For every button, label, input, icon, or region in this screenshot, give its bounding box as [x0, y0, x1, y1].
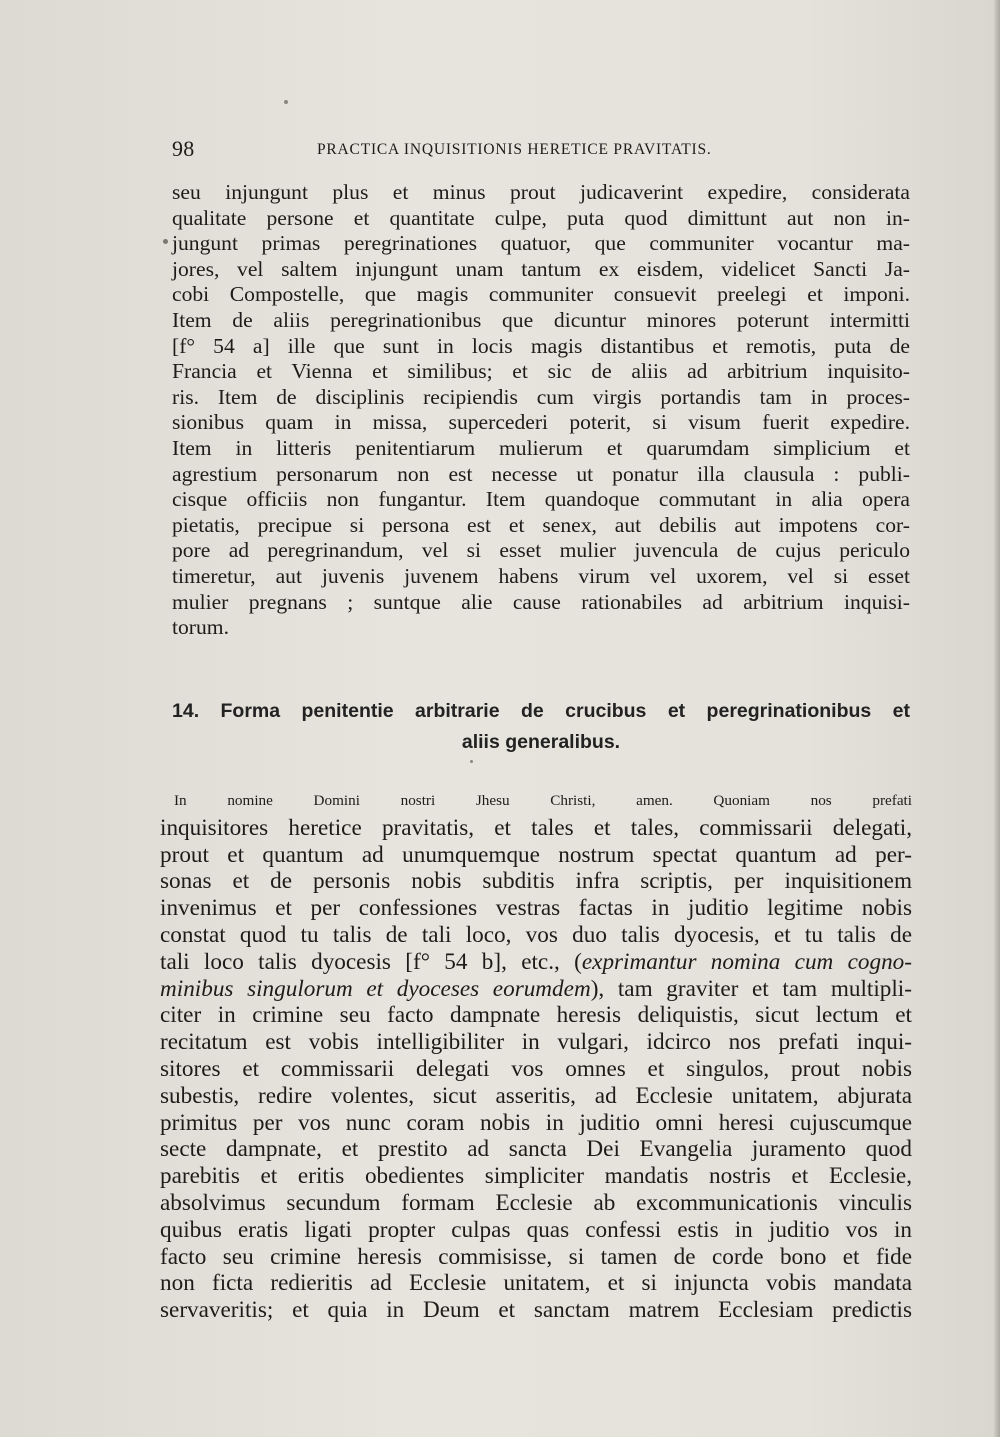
text-line: torum.: [172, 615, 229, 640]
text-line: ris. Item de disciplinis recipiendis cum virgis portandis tam in proces-: [172, 384, 910, 409]
section-heading: [172, 696, 910, 758]
text-line: jungunt primas peregrinationes quatuor, que communiter vocantur ma-: [172, 231, 910, 256]
text-line: In nomine Domini nostri Jhesu Christi, amen. Quoniam nos prefati: [174, 792, 912, 809]
text-line: sonas et de personis nobis subditis infra scriptis, per inquisitionem: [160, 868, 912, 895]
text-line: timeretur, aut juvenis juvenem habens virum vel uxorem, vel si esset: [172, 563, 910, 588]
text-line: mulier pregnans ; suntque alie cause rationabiles ad arbitrium inquisi-: [172, 589, 910, 614]
text-line: cisque officiis non fungantur. Item quandoque commutant in alia opera: [172, 487, 910, 512]
text-line: [160, 949, 912, 976]
paper-speck: [470, 760, 473, 763]
heading-line: aliis generalibus.: [461, 731, 621, 753]
text-line: jores, vel saltem injungunt unam tantum ex eisdem, videlicet Sancti Ja-: [172, 256, 910, 281]
paragraph-2: [160, 788, 912, 1324]
text-line: absolvimus secundum formam Ecclesie ab excommunicationis vinculis: [160, 1189, 912, 1216]
text-line: quibus eratis ligati propter culpas quas confessi estis in juditio vos in: [160, 1216, 912, 1243]
margin-mark: [163, 239, 168, 244]
italic-text: exprimantur nomina cum cogno-: [581, 948, 912, 975]
text-line: citer in crimine seu facto dampnate heresis deliquistis, sicut lectum et: [160, 1002, 912, 1029]
text-line: agrestium personarum non est necesse ut ponatur illa clausula : publi-: [172, 461, 910, 486]
text-line: secte dampnate, et prestito ad sancta Dei Evangelia juramento quod: [160, 1136, 912, 1163]
text-line: facto seu crimine heresis commisisse, si tamen de corde bono et fide: [160, 1243, 912, 1270]
page-number: 98: [172, 136, 195, 161]
text-line: recitatum est vobis intelligibiliter in vulgari, idcirco nos prefati inqui-: [160, 1029, 912, 1056]
text-line: invenimus et per confessiones vestras factas in juditio legitime nobis: [160, 895, 912, 922]
text-line: primitus per vos nunc coram nobis in juditio omni heresi cujuscumque: [160, 1109, 912, 1136]
text-line: pietatis, precipue si persona est et senex, aut debilis aut impotens cor-: [172, 512, 910, 537]
text-line: seu injungunt plus et minus prout judicaverint expedire, considerata: [172, 180, 910, 204]
text-line: inquisitores heretice pravitatis, et tales et tales, commissarii delegati,: [160, 814, 912, 841]
text-line: Francia et Vienna et similibus; et sic de aliis ad arbitrium inquisito-: [172, 359, 910, 384]
text-line: Item de aliis peregrinationibus que dicuntur minores poterunt intermitti: [172, 307, 910, 332]
text-line: sionibus quam in missa, supercederi poterit, si visum fuerit expedire.: [172, 410, 910, 435]
italic-text: minibus singulorum et dyoceses eorumdem: [160, 975, 591, 1002]
text-line: prout et quantum ad unumquemque nostrum spectat quantum ad per-: [160, 841, 912, 868]
text-line: pore ad peregrinandum, vel si esset mulier juvencula de cujus periculo: [172, 538, 910, 563]
text-line: sitores et commissarii delegati vos omnes et singulos, prout nobis: [160, 1055, 912, 1082]
text-segment: ), tam graviter et tam multipli-: [590, 975, 912, 1002]
text-line: servaveritis; et quia in Deum et sanctam matrem Ecclesiam predictis: [160, 1297, 912, 1324]
text-line: parebitis et eritis obedientes simpliciter mandatis nostris et Ecclesie,: [160, 1163, 912, 1190]
text-line: Item in litteris penitentiarum mulierum et quarumdam simplicium et: [172, 435, 910, 460]
text-line: [160, 976, 912, 1003]
running-title: PRACTICA INQUISITIONIS HERETICE PRAVITATIS.: [317, 141, 712, 158]
text-line: cobi Compostelle, que magis communiter consuevit preelegi et imponi.: [172, 282, 910, 307]
paper-speck: [284, 100, 288, 104]
page-edge-shadow: [994, 0, 1000, 1437]
heading-line: 14. Forma penitentie arbitrarie de crucibus et peregrinationibus et: [172, 700, 910, 722]
text-line: subestis, redire volentes, sicut asseritis, ad Ecclesie unitatem, abjurata: [160, 1082, 912, 1109]
paragraph-1: [172, 180, 910, 641]
text-line: [f° 54 a] ille que sunt in locis magis distantibus et remotis, puta de: [172, 333, 910, 358]
text-line: qualitate persone et quantitate culpe, puta quod dimittunt aut non in-: [172, 205, 910, 230]
text-line: non ficta redieritis ad Ecclesie unitatem, et si injuncta vobis mandata: [160, 1270, 912, 1297]
text-segment: tali loco talis dyocesis [f° 54 b], etc., (: [160, 948, 582, 975]
text-line: constat quod tu talis de tali loco, vos duo talis dyocesis, et tu talis de: [160, 921, 912, 948]
